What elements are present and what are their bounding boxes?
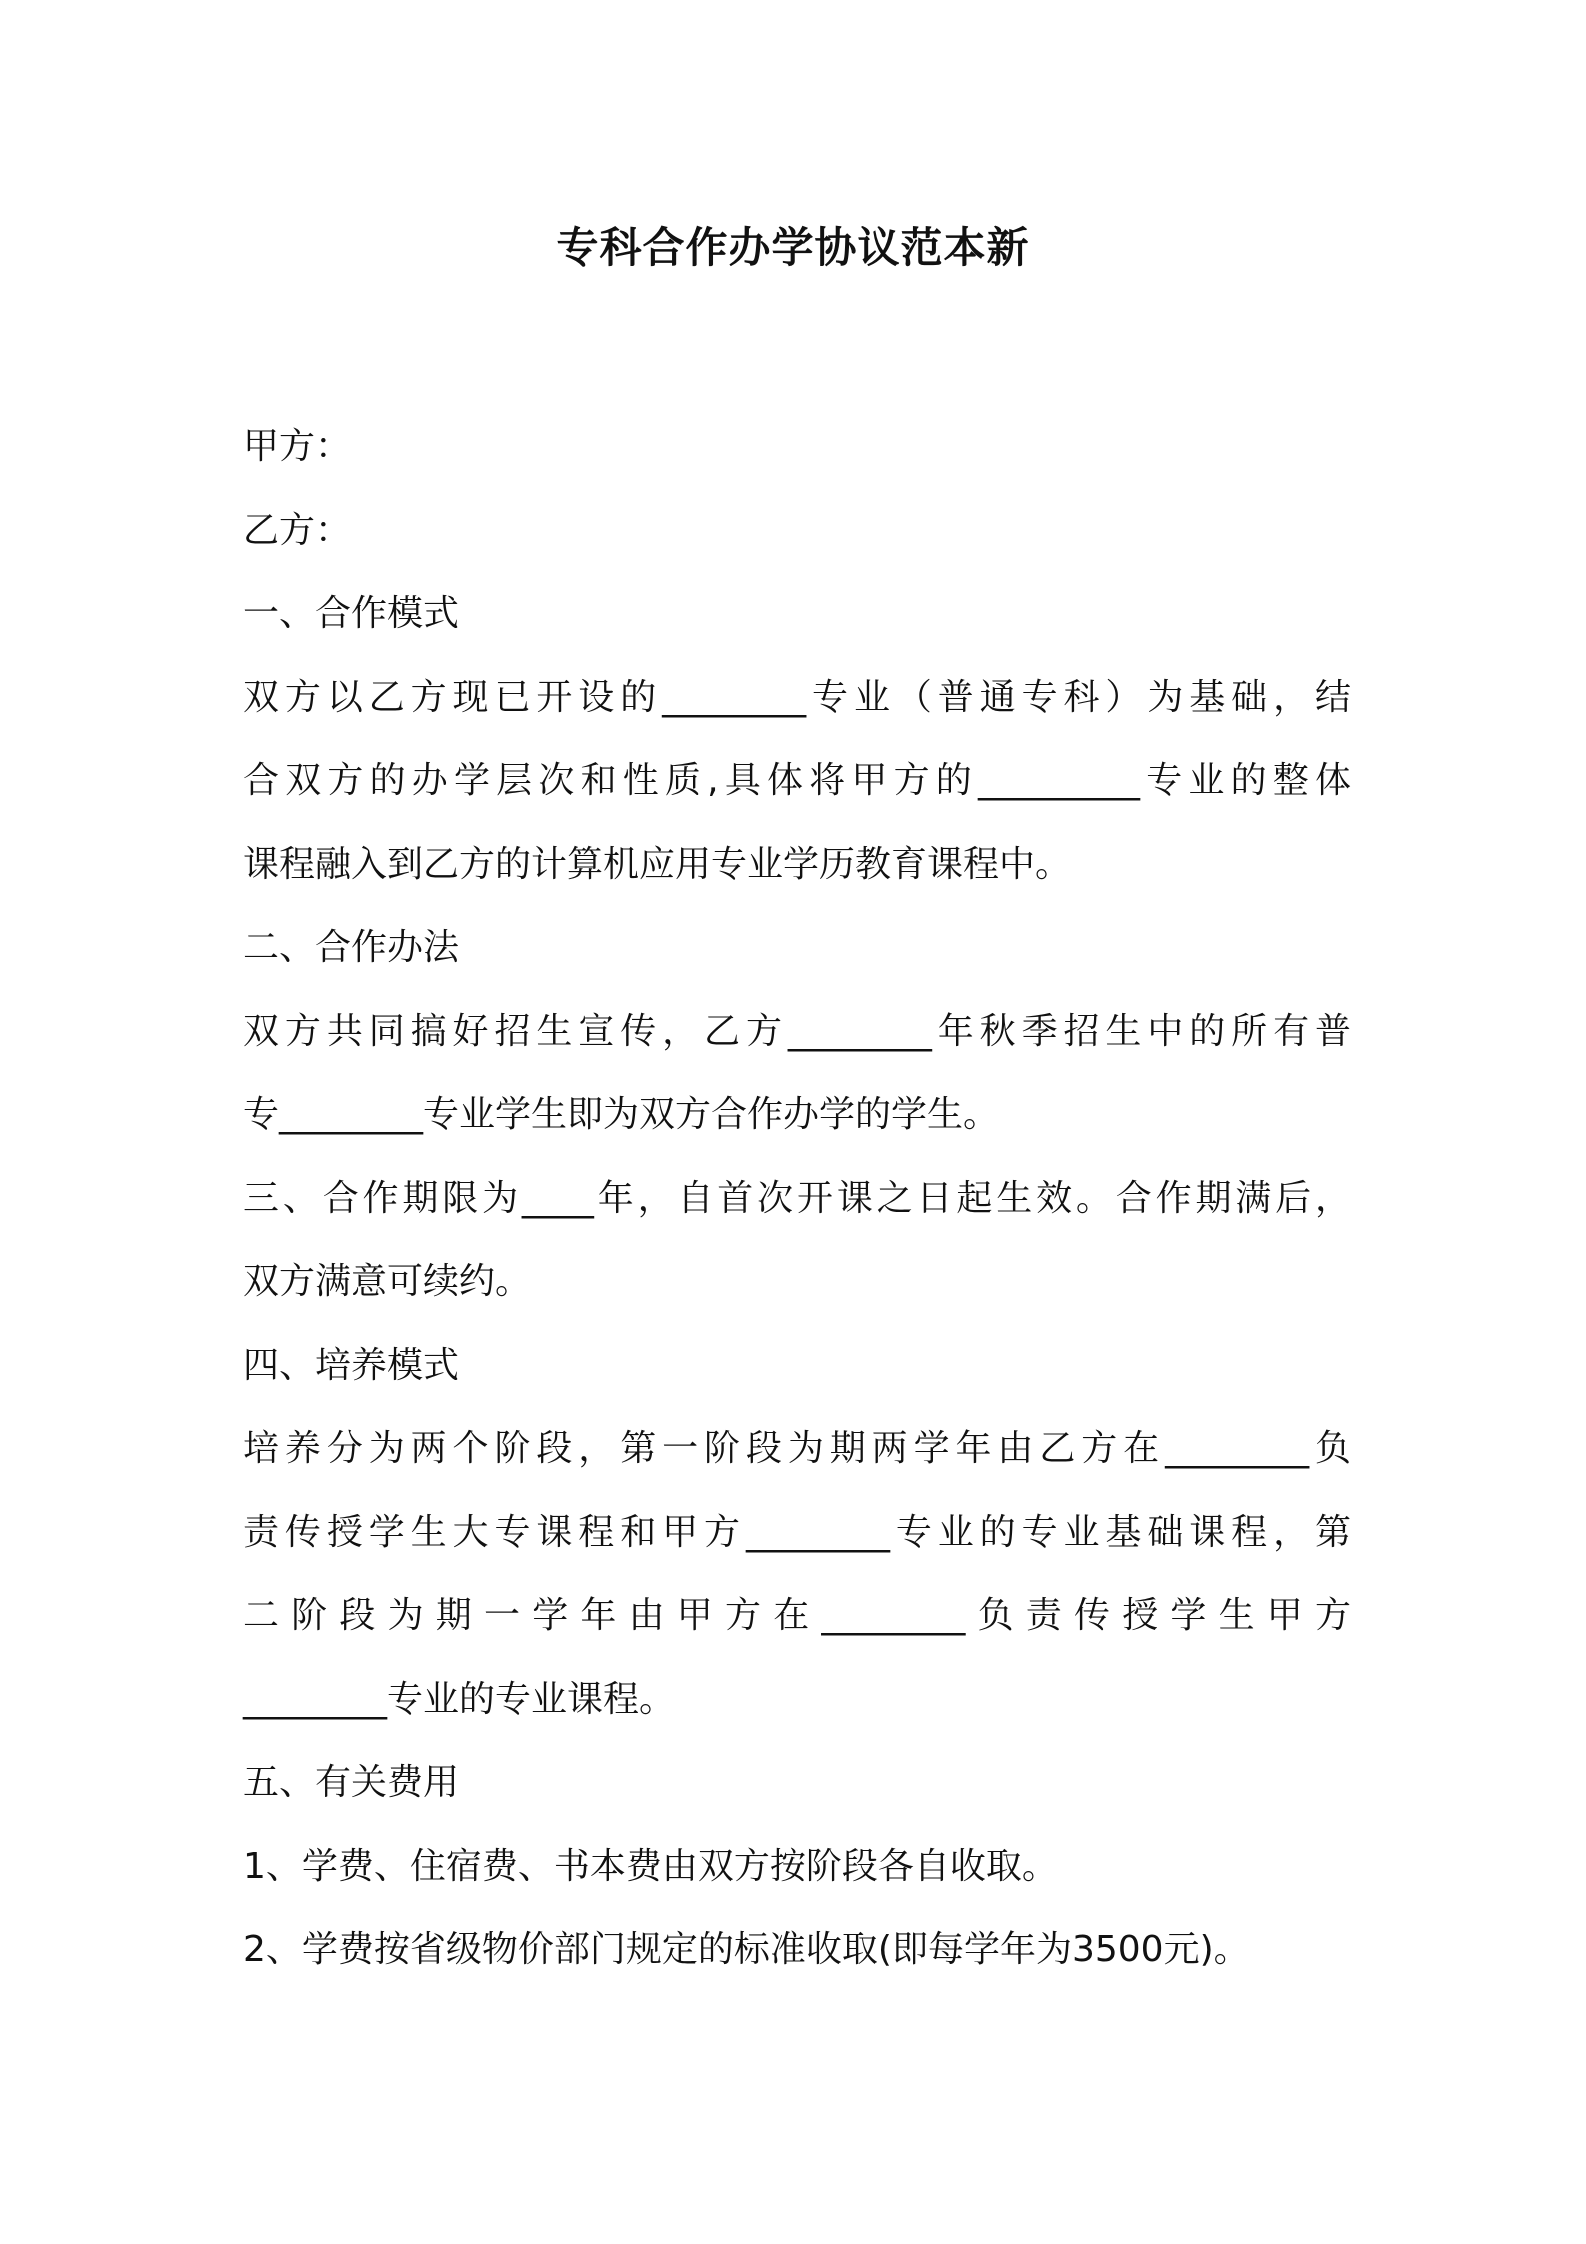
document-title: 专科合作办学协议范本新 — [556, 223, 1030, 272]
paragraph-line: 专________专业学生即为双方合作办学的学生。 — [243, 1094, 1000, 1135]
paragraph-line: 双方以乙方现已开设的________专业（普通专科）为基础，结 — [243, 676, 1351, 718]
paragraph-line: 课程融入到乙方的计算机应用专业学历教育课程中。 — [243, 843, 1072, 885]
paragraph-line: 责传授学生大专课程和甲方________专业的专业基础课程，第 — [243, 1511, 1351, 1553]
section-term-line: 三、合作期限为____年，自首次开课之日起生效。合作期满后， — [243, 1177, 1351, 1219]
list-item: 2、学费按省级物价部门规定的标准收取(即每学年为3500元)。 — [243, 1929, 1250, 1970]
party-a-line: 甲方： — [243, 426, 352, 467]
paragraph-line: 二阶段为期一学年由甲方在________负责传授学生甲方 — [243, 1595, 1351, 1636]
section-heading-fees: 五、有关费用 — [243, 1762, 460, 1803]
paragraph-line: ________专业的专业课程。 — [243, 1678, 676, 1720]
document-body — [243, 405, 1351, 1992]
section-heading-cooperation-mode: 一、合作模式 — [243, 593, 460, 634]
list-item: 1、学费、住宿费、书本费由双方按阶段各自收取。 — [243, 1845, 1058, 1887]
party-b-line: 乙方： — [243, 509, 352, 551]
section-heading-training-mode: 四、培养模式 — [243, 1344, 460, 1386]
paragraph-line: 双方满意可续约。 — [243, 1261, 532, 1302]
paragraph-line: 双方共同搞好招生宣传，乙方________年秋季招生中的所有普 — [243, 1010, 1351, 1052]
section-heading-cooperation-method: 二、合作办法 — [243, 927, 460, 968]
paragraph-line: 培养分为两个阶段，第一阶段为期两学年由乙方在________负 — [243, 1428, 1351, 1469]
paragraph-line: 合双方的办学层次和性质,具体将甲方的_________专业的整体 — [243, 760, 1351, 801]
